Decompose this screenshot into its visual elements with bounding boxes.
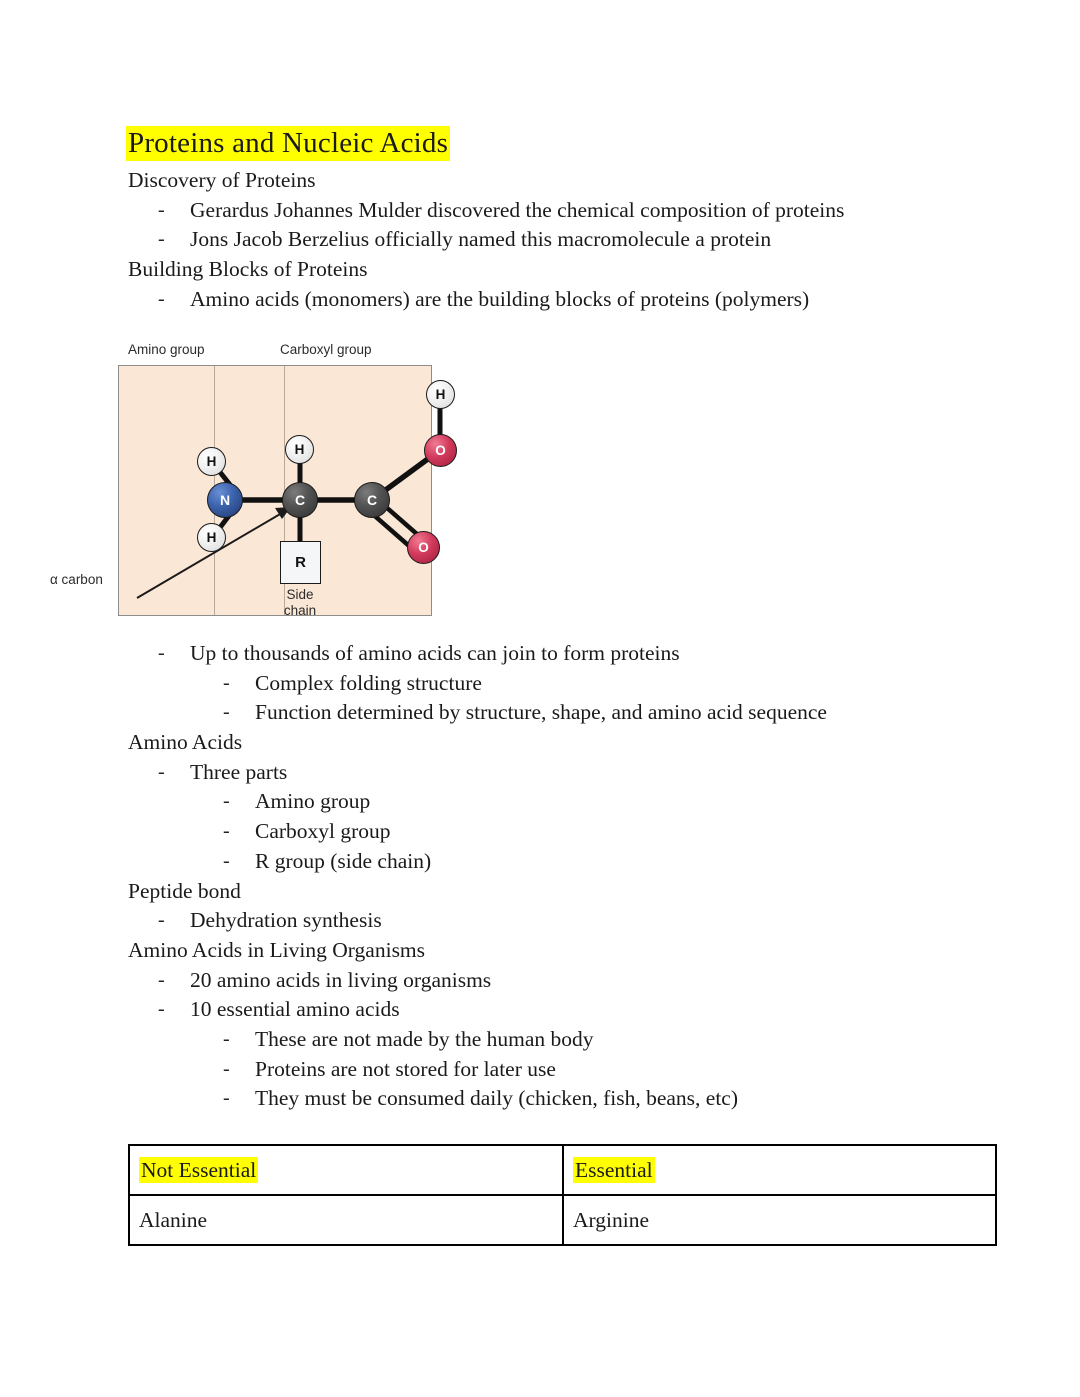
outline-row — [0, 906, 1080, 936]
outline-text: Complex folding structure — [255, 670, 482, 695]
table-header-cell-essential — [563, 1145, 996, 1195]
figure-panel — [118, 365, 446, 618]
outline-block-top — [0, 166, 1080, 314]
bullet-dash-icon: - — [158, 228, 165, 251]
outline-row — [0, 1055, 1080, 1085]
atom-carbon-alpha: C — [282, 482, 318, 518]
outline-row — [0, 196, 1080, 226]
atom-hydrogen-alpha: H — [285, 435, 314, 464]
outline-row — [0, 817, 1080, 847]
bullet-dash-icon: - — [158, 760, 165, 783]
outline-text: Discovery of Proteins — [128, 168, 316, 192]
atom-hydrogen-hydroxyl: H — [426, 380, 455, 409]
outline-text: Amino Acids in Living Organisms — [128, 937, 426, 962]
bullet-dash-icon: - — [223, 701, 230, 724]
outline-text: Carboxyl group — [255, 819, 391, 844]
outline-text: Amino acids (monomers) are the building blocks of proteins (polymers) — [190, 286, 810, 311]
outline-row — [0, 936, 1080, 966]
outline-row — [0, 728, 1080, 758]
side-chain-label — [265, 587, 335, 619]
table-row — [129, 1195, 996, 1245]
outline-text: Jons Jacob Berzelius officially named this macromolecule a protein — [190, 227, 772, 252]
side-chain-label-line2: chain — [283, 603, 317, 618]
table-header-text: Essential — [575, 1157, 653, 1182]
outline-text: 20 amino acids in living organisms — [190, 967, 492, 992]
outline-row — [0, 166, 1080, 196]
atom-oxygen-hydroxyl: O — [424, 434, 457, 467]
table-cell-essential: Arginine — [563, 1195, 996, 1245]
bullet-dash-icon: - — [158, 287, 165, 310]
bullet-dash-icon: - — [223, 1087, 230, 1110]
bullet-dash-icon: - — [158, 198, 165, 221]
outline-row — [0, 255, 1080, 285]
outline-row — [0, 758, 1080, 788]
bullet-dash-icon: - — [223, 1057, 230, 1080]
outline-row — [0, 225, 1080, 255]
outline-text: R group (side chain) — [255, 848, 432, 873]
outline-text: 10 essential amino acids — [190, 997, 400, 1022]
bullet-dash-icon: - — [158, 968, 165, 991]
outline-text: Three parts — [190, 759, 288, 784]
figure-caption-amino-group: Amino group — [128, 342, 205, 357]
amino-acid-structure-figure — [48, 336, 446, 622]
outline-row — [0, 1025, 1080, 1055]
outline-text: Amino Acids — [128, 730, 243, 755]
outline-text: Dehydration synthesis — [190, 908, 382, 933]
outline-text: These are not made by the human body — [255, 1026, 594, 1051]
atom-hydrogen-amino-bottom: H — [197, 523, 226, 552]
outline-text: Amino group — [255, 789, 371, 814]
page-title — [126, 126, 450, 160]
table-cell-not-essential: Alanine — [129, 1195, 563, 1245]
atom-hydrogen-amino-top: H — [197, 447, 226, 476]
alpha-carbon-label: α carbon — [50, 572, 103, 587]
amino-acid-table — [128, 1144, 997, 1246]
figure-caption-carboxyl-group: Carboxyl group — [280, 342, 372, 357]
bullet-dash-icon: - — [158, 642, 165, 664]
outline-text: They must be consumed daily (chicken, fish, beans, etc) — [255, 1086, 739, 1111]
bullet-dash-icon: - — [223, 849, 230, 872]
table-header-row — [129, 1145, 996, 1195]
bullet-dash-icon: - — [223, 790, 230, 813]
bullet-dash-icon: - — [223, 820, 230, 843]
outline-row — [0, 698, 1080, 728]
atom-carbon-carboxyl: C — [354, 482, 390, 518]
outline-text: Proteins are not stored for later use — [255, 1056, 556, 1081]
atom-nitrogen: N — [207, 482, 243, 518]
r-group-box: R — [280, 541, 321, 584]
outline-row — [0, 995, 1080, 1025]
outline-text: Gerardus Johannes Mulder discovered the chemical composition of proteins — [190, 197, 845, 222]
table-header-cell-not-essential — [129, 1145, 563, 1195]
page-title-text: Proteins and Nucleic Acids — [128, 127, 449, 159]
side-chain-label-line1: Side — [286, 587, 314, 602]
outline-block-bottom — [0, 639, 1080, 1114]
outline-row — [0, 877, 1080, 907]
outline-row — [0, 285, 1080, 315]
atom-oxygen-carbonyl: O — [407, 531, 440, 564]
outline-row — [0, 1084, 1080, 1114]
outline-row — [0, 847, 1080, 877]
outline-text: Building Blocks of Proteins — [128, 257, 368, 282]
outline-row — [0, 669, 1080, 699]
outline-text: Up to thousands of amino acids can join to form proteins — [190, 641, 680, 665]
outline-text: Peptide bond — [128, 878, 241, 903]
outline-text: Function determined by structure, shape, and amino acid sequence — [255, 700, 827, 725]
outline-row — [0, 966, 1080, 996]
bullet-dash-icon: - — [158, 909, 165, 932]
bullet-dash-icon: - — [158, 998, 165, 1021]
bullet-dash-icon: - — [223, 1027, 230, 1050]
outline-row — [0, 787, 1080, 817]
table-header-text: Not Essential — [141, 1157, 257, 1182]
bullet-dash-icon: - — [223, 671, 230, 694]
outline-row — [0, 639, 1080, 669]
